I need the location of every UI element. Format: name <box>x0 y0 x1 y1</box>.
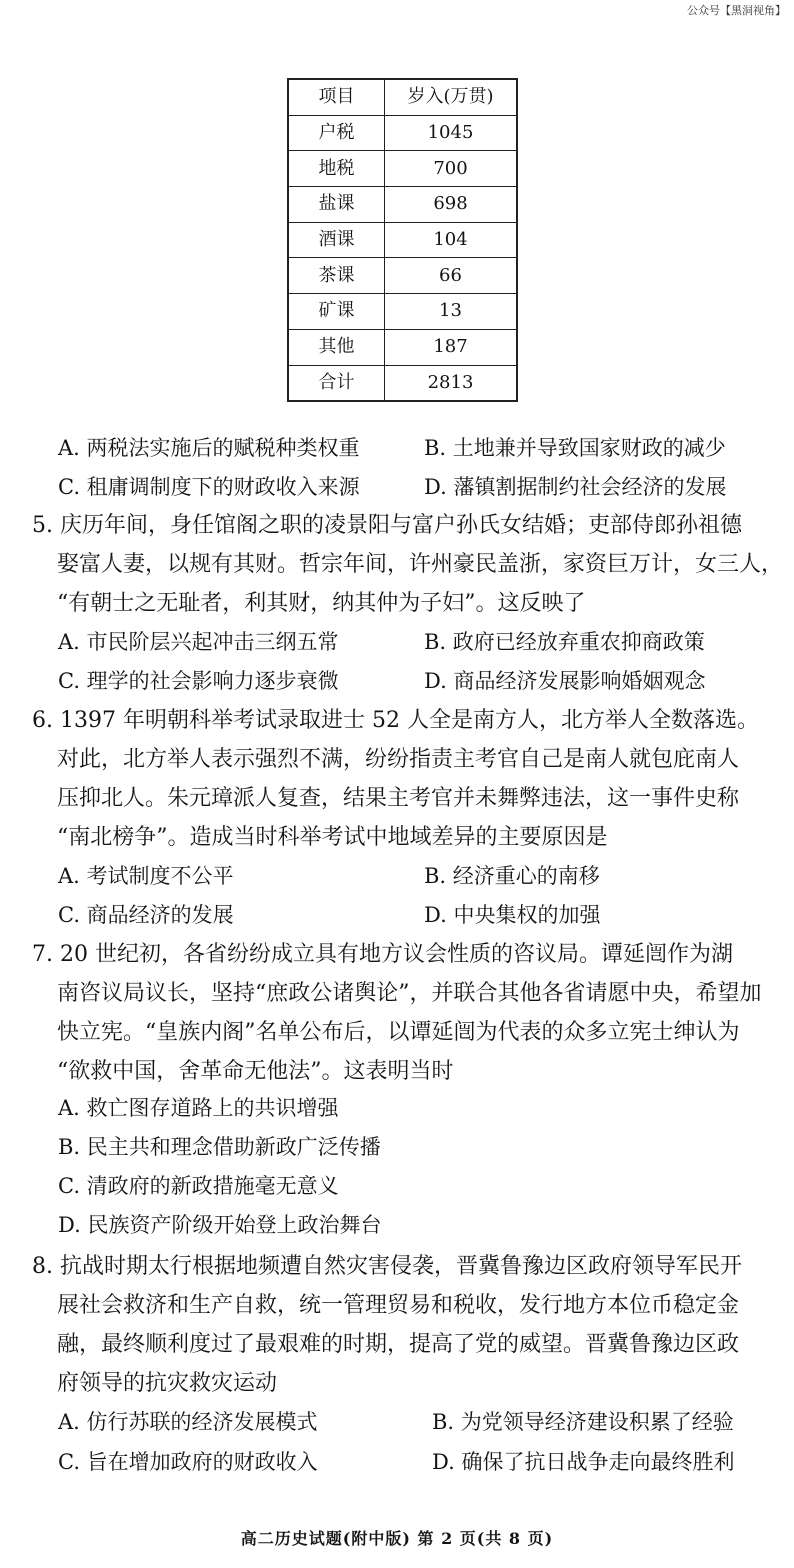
table-cell-item: 矿课 <box>288 294 385 330</box>
table-row <box>288 258 517 294</box>
q6-option-b: B. 经济重心的南移 <box>424 864 600 888</box>
q7-option-d: D. 民族资产阶级开始登上政治舞台 <box>58 1213 382 1237</box>
q7-stem-line-3: 快立宪。“皇族内阁”名单公布后，以谭延闿为代表的众多立宪士绅认为 <box>57 1020 740 1045</box>
table-header-row <box>288 79 517 115</box>
q8-stem-line-2: 展社会救济和生产自救，统一管理贸易和税收，发行地方本位币稳定金 <box>57 1293 740 1318</box>
q7-stem-line-2: 南咨议局议长，坚持“庶政公诸舆论”，并联合其他各省请愿中央，希望加 <box>57 981 762 1006</box>
table-cell-item: 茶课 <box>288 258 385 294</box>
q7-option-b: B. 民主共和理念借助新政广泛传播 <box>58 1135 381 1159</box>
q6-option-d: D. 中央集权的加强 <box>424 903 601 927</box>
q6-option-a: A. 考试制度不公平 <box>58 864 234 888</box>
q7-stem-line-4: “欲救中国，舍革命无他法”。这表明当时 <box>57 1059 454 1084</box>
q6-stem-line-3: 压抑北人。朱元璋派人复查，结果主考官并未舞弊违法，这一事件史称 <box>57 786 740 811</box>
table-row <box>288 329 517 365</box>
q4-option-d: D. 藩镇割据制约社会经济的发展 <box>424 475 727 499</box>
q5-stem-line-3: “有朝士之无耻者，利其财，纳其仲为子妇”。这反映了 <box>57 591 586 616</box>
table-cell-value: 2813 <box>385 365 518 401</box>
table-row <box>288 222 517 258</box>
table-header-revenue: 岁入(万贯) <box>385 79 518 115</box>
table-row <box>288 294 517 330</box>
table-cell-value: 13 <box>385 294 518 330</box>
table-cell-item: 其他 <box>288 329 385 365</box>
q4-option-a: A. 两税法实施后的赋税种类权重 <box>58 436 360 460</box>
table-row <box>288 115 517 151</box>
q4-option-b: B. 土地兼并导致国家财政的减少 <box>424 436 726 460</box>
q7-option-a: A. 救亡图存道路上的共识增强 <box>58 1096 339 1120</box>
q4-option-c: C. 租庸调制度下的财政收入来源 <box>58 475 360 499</box>
q7-option-c: C. 清政府的新政措施毫无意义 <box>58 1174 339 1198</box>
table-cell-value: 104 <box>385 222 518 258</box>
table-row <box>288 151 517 187</box>
q5-option-b: B. 政府已经放弃重农抑商政策 <box>424 630 705 654</box>
q8-stem-line-4: 府领导的抗灾救灾运动 <box>57 1371 278 1396</box>
q6-stem-line-2: 对此，北方举人表示强烈不满，纷纷指责主考官自己是南人就包庇南人 <box>57 747 740 772</box>
q5-stem-line-2: 娶富人妻，以规有其财。哲宗年间，许州豪民盖浙，家资巨万计，女三人， <box>57 552 784 577</box>
table-row <box>288 187 517 223</box>
page-footer: 高二历史试题(附中版) 第 2 页(共 8 页) <box>240 1529 554 1548</box>
q5-option-d: D. 商品经济发展影响婚姻观念 <box>424 669 706 693</box>
q5-stem-line-1: 5. 庆历年间，身任馆阁之职的凌景阳与富户孙氏女结婚；吏部侍郎孙祖德 <box>32 513 742 538</box>
table-cell-item: 合计 <box>288 365 385 401</box>
q5-option-c: C. 理学的社会影响力逐步衰微 <box>58 669 339 693</box>
table-cell-value: 698 <box>385 187 518 223</box>
q8-option-d: D. 确保了抗日战争走向最终胜利 <box>432 1450 735 1474</box>
q8-option-b: B. 为党领导经济建设积累了经验 <box>432 1410 734 1434</box>
tax-revenue-table-wrapper <box>287 78 518 402</box>
table-cell-item: 户税 <box>288 115 385 151</box>
table-cell-value: 187 <box>385 329 518 365</box>
q7-stem-line-1: 7. 20 世纪初，各省纷纷成立具有地方议会性质的咨议局。谭延闿作为湖 <box>32 942 733 967</box>
table-cell-item: 盐课 <box>288 187 385 223</box>
table-cell-value: 1045 <box>385 115 518 151</box>
q5-option-a: A. 市民阶层兴起冲击三纲五常 <box>58 630 339 654</box>
q8-stem-line-1: 8. 抗战时期太行根据地频遭自然灾害侵袭，晋冀鲁豫边区政府领导军民开 <box>32 1254 742 1279</box>
table-cell-item: 酒课 <box>288 222 385 258</box>
table-header-item: 项目 <box>288 79 385 115</box>
table-cell-value: 66 <box>385 258 518 294</box>
tax-revenue-table <box>287 78 518 402</box>
q8-option-a: A. 仿行苏联的经济发展模式 <box>58 1410 318 1434</box>
table-cell-value: 700 <box>385 151 518 187</box>
q8-option-c: C. 旨在增加政府的财政收入 <box>58 1450 318 1474</box>
q8-stem-line-3: 融，最终顺利度过了最艰难的时期，提高了党的威望。晋冀鲁豫边区政 <box>57 1332 740 1357</box>
q6-option-c: C. 商品经济的发展 <box>58 903 234 927</box>
table-row-total <box>288 365 517 401</box>
table-cell-item: 地税 <box>288 151 385 187</box>
q6-stem-line-4: “南北榜争”。造成当时科举考试中地域差异的主要原因是 <box>57 825 608 850</box>
q6-stem-line-1: 6. 1397 年明朝科举考试录取进士 52 人全是南方人，北方举人全数落选。 <box>32 708 759 733</box>
watermark-text: 公众号【黑洞视角】 <box>687 4 786 17</box>
